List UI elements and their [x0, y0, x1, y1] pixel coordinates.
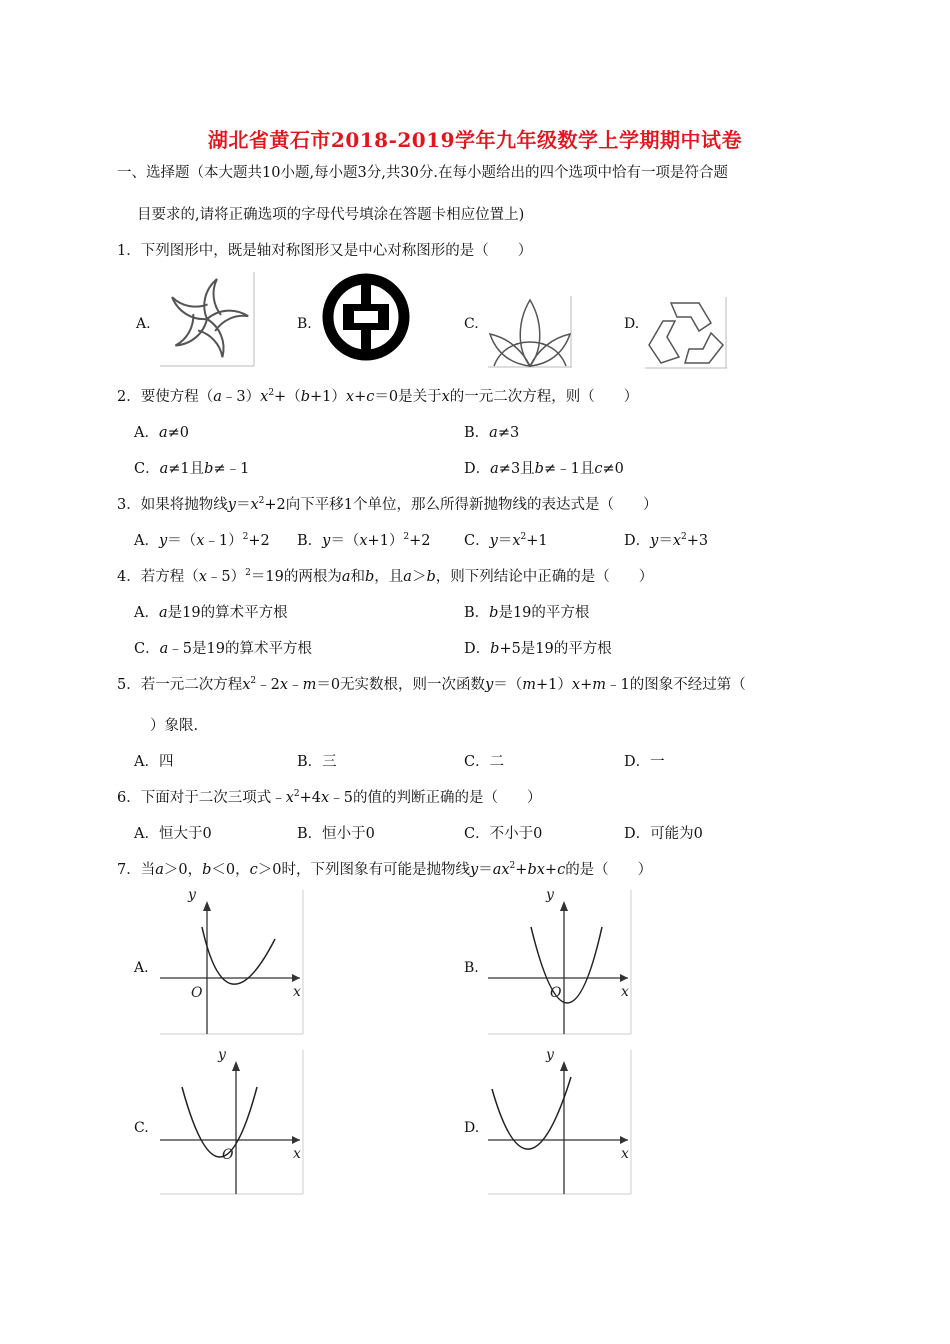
graph-c-y-label: y: [218, 1047, 226, 1063]
q7-graph-d: [488, 1045, 634, 1195]
graph-a-x-label: x: [293, 984, 301, 1000]
q6-stem: 6．下面对于二次三项式$﹣x^2+4x﹣5$的值的判断正确的是（ ）: [117, 789, 542, 806]
q6-option-a: A．恒大于0: [134, 826, 212, 842]
q2-option-a: A．a≠0: [134, 425, 190, 441]
lotus-figure-icon: [488, 296, 572, 368]
q4-option-a: A．a是19的算术平方根: [134, 605, 288, 621]
q3-option-a: A．y＝（x﹣1）$^2$+2: [134, 532, 270, 549]
q4-option-b: B．b是19的平方根: [464, 605, 590, 621]
q5-stem-line2: ）象限.: [150, 718, 199, 734]
q7-option-c-label: C.: [134, 1120, 149, 1136]
graph-a-origin-label: O: [191, 985, 203, 1001]
recycle-figure-icon: [645, 297, 727, 369]
section-instruction-line2: 目要求的,请将正确选项的字母代号填涂在答题卡相应位置上): [137, 207, 525, 223]
q7-option-d-label: D.: [464, 1120, 480, 1136]
q4-option-d: D．b+5是19的平方根: [464, 641, 612, 657]
q3-option-d: D．$y=x^2+3$: [624, 532, 709, 549]
q2-stem: 2．要使方程$(a﹣3)x^2+(b+1)x+c=0$是关于x的一元二次方程，则（ ）: [117, 388, 639, 405]
graph-c-x-label: x: [293, 1146, 301, 1162]
q2-option-b: B．a≠3: [464, 425, 520, 441]
q3-stem: 3．如果将抛物线$y=x^2+2$向下平移1个单位，那么所得新抛物线的表达式是（ ）: [117, 496, 658, 513]
q1-option-c-label: C.: [464, 316, 479, 332]
q7-graph-b: [488, 885, 634, 1035]
q2-option-d: D．a≠3且b≠﹣1且c≠0: [464, 461, 624, 477]
q7-option-a-label: A.: [134, 960, 149, 976]
pinwheel-figure-icon: [160, 272, 255, 367]
graph-b-origin-label: O: [550, 985, 562, 1001]
q5-option-c: C．二: [464, 754, 505, 770]
graph-a-y-label: y: [188, 887, 196, 903]
q4-stem: 4．若方程（x﹣5）$^2$＝19的两根为a和b，且a＞b，则下列结论中正确的是（ ）: [117, 568, 654, 585]
q5-stem: 5．若一元二次方程$x^2﹣2x﹣m=0$无实数根，则一次函数y＝（m+1）x+m﹣1的图象不经过第（: [117, 676, 746, 693]
q7-option-b-label: B.: [464, 960, 479, 976]
q6-option-c: C．不小于0: [464, 826, 543, 842]
coin-figure-icon: [321, 272, 411, 362]
q5-option-d: D．一: [624, 754, 665, 770]
q3-option-b: B．$y=(x+1)^2+2$: [297, 532, 431, 549]
q4-option-c: C．a﹣5是19的算术平方根: [134, 641, 312, 657]
q7-stem: 7．当a＞0，b＜0，c＞0时，下列图象有可能是抛物线$y=ax^2+bx+c$的是（ ）: [117, 861, 653, 878]
q6-option-b: B．恒小于0: [297, 826, 375, 842]
q7-graph-c: [160, 1045, 306, 1195]
graph-d-y-label: y: [546, 1047, 554, 1063]
exam-title: 湖北省黄石市2018-2019学年九年级数学上学期期中试卷: [207, 128, 743, 152]
graph-b-y-label: y: [546, 887, 554, 903]
q2-option-c: C．a≠1且b≠﹣1: [134, 461, 250, 477]
q5-option-a: A．四: [134, 754, 174, 770]
graph-c-origin-label: O: [222, 1147, 234, 1163]
q3-option-c: C．$y=x^2+1$: [464, 532, 548, 549]
q7-graph-a: [160, 885, 306, 1035]
q1-option-a-label: A.: [136, 316, 151, 332]
q5-option-b: B．三: [297, 754, 337, 770]
q1-option-b-label: B.: [297, 316, 312, 332]
graph-b-x-label: x: [621, 984, 629, 1000]
q1-stem: 1．下列图形中，既是轴对称图形又是中心对称图形的是（ ）: [117, 243, 533, 259]
q6-option-d: D．可能为0: [624, 826, 703, 842]
q1-option-d-label: D.: [624, 316, 640, 332]
graph-d-x-label: x: [621, 1146, 629, 1162]
section-instruction-line1: 一、选择题（本大题共10小题,每小题3分,共30分.在每小题给出的四个选项中恰有一项是符合题: [117, 165, 728, 181]
